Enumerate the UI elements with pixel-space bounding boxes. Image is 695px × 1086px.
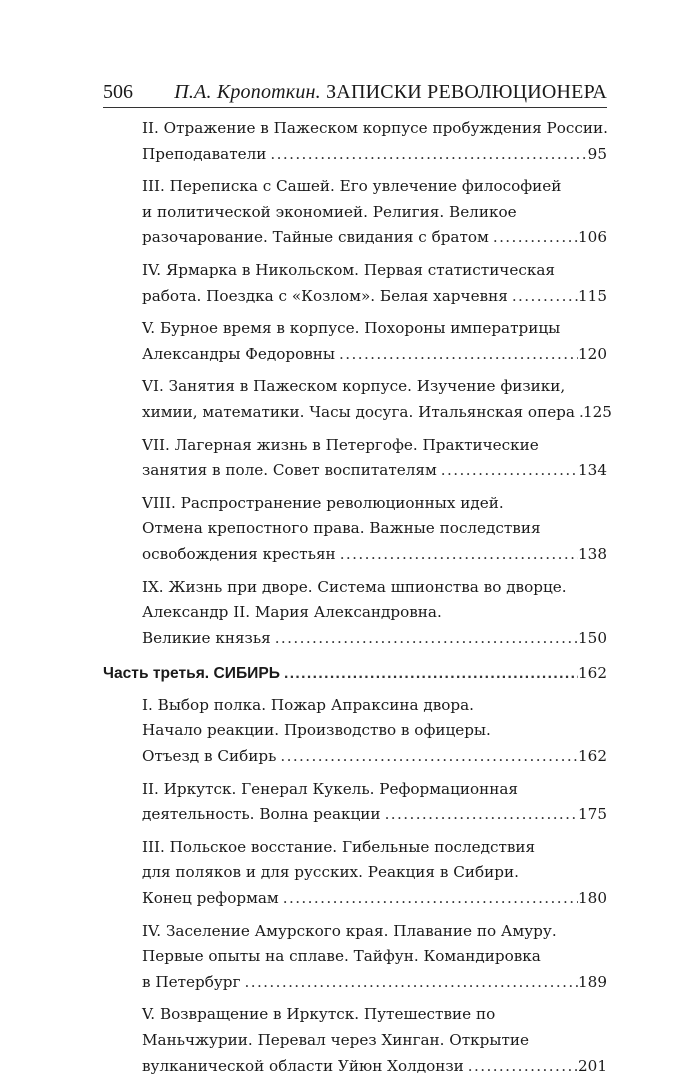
toc-text: освобождения крестьян xyxy=(142,544,336,563)
toc-text: Маньчжурии. Перевал через Хинган. Открытие xyxy=(142,1031,529,1049)
toc-line xyxy=(103,970,607,996)
toc-line xyxy=(103,1002,607,1028)
toc-entry xyxy=(103,575,607,652)
toc-text: Часть третья. СИБИРЬ xyxy=(103,665,280,683)
leader-dots xyxy=(381,802,578,828)
toc-line xyxy=(103,374,607,400)
toc-text: III. Польское восстание. Гибельные последствия xyxy=(142,837,536,856)
toc-page-number: 162 xyxy=(578,664,607,683)
toc-text: Великие князья xyxy=(142,628,271,647)
toc-entry xyxy=(103,1002,607,1079)
toc-entry xyxy=(103,116,607,167)
leader-dots xyxy=(271,626,578,652)
toc-line xyxy=(103,693,607,719)
leader-dots xyxy=(266,142,587,168)
toc-line xyxy=(103,886,607,912)
toc-text: V. Возвращение в Иркутск. Путешествие по xyxy=(142,1005,496,1024)
toc-line xyxy=(103,316,607,342)
toc-entry xyxy=(103,777,607,828)
toc-text: VIII. Распространение революционных идей. xyxy=(142,493,504,512)
toc-line xyxy=(103,116,607,142)
toc-text: химии, математики. Часы досуга. Итальянская опера xyxy=(142,402,575,421)
toc-line xyxy=(103,542,607,568)
leader-dots xyxy=(279,886,578,912)
running-title xyxy=(174,81,607,104)
toc-line xyxy=(103,400,612,426)
toc-part-heading xyxy=(103,661,607,687)
toc-line xyxy=(103,258,607,284)
toc-page-number: 95 xyxy=(587,144,607,163)
toc-page-number: 115 xyxy=(578,286,607,305)
toc-text: IX. Жизнь при дворе. Система шпионства во дворце. xyxy=(142,577,567,596)
toc-line xyxy=(103,575,607,601)
leader-dots xyxy=(240,970,578,996)
toc-line xyxy=(103,626,607,652)
toc-entry xyxy=(103,433,607,484)
toc-line xyxy=(103,661,607,687)
toc-text: III. Переписка с Сашей. Его увлечение философией xyxy=(142,177,562,196)
leader-dots xyxy=(437,458,578,484)
toc-entry xyxy=(103,174,607,251)
table-of-contents xyxy=(103,116,612,1086)
toc-page-number: 120 xyxy=(578,344,607,363)
toc-text: Начало реакции. Производство в офицеры. xyxy=(142,721,491,740)
toc-line xyxy=(103,1054,607,1080)
toc-text: в Петербург xyxy=(142,972,241,991)
toc-page-number: 201 xyxy=(578,1056,607,1075)
toc-page-number: 106 xyxy=(578,228,607,247)
toc-page-number: 162 xyxy=(578,747,607,766)
toc-entry xyxy=(103,919,607,996)
toc-line xyxy=(103,174,607,200)
toc-line xyxy=(103,835,607,861)
toc-text: II. Иркутск. Генерал Кукель. Реформационная xyxy=(142,779,518,798)
toc-text: VII. Лагерная жизнь в Петергофе. Практические xyxy=(142,435,539,454)
toc-text: разочарование. Тайные свидания с братом xyxy=(142,228,489,247)
toc-line xyxy=(103,225,607,251)
leader-dots xyxy=(508,284,578,310)
toc-line xyxy=(103,1028,607,1054)
toc-text: VI. Занятия в Пажеском корпусе. Изучение физики, xyxy=(142,377,566,396)
toc-line xyxy=(103,458,607,484)
toc-text: вулканической области Уйюн Холдонзи xyxy=(142,1056,464,1075)
running-header xyxy=(103,81,607,108)
toc-entry xyxy=(103,374,612,425)
toc-line xyxy=(103,516,607,542)
toc-page-number: 180 xyxy=(578,889,607,908)
toc-line xyxy=(103,142,607,168)
toc-entry xyxy=(103,316,607,367)
toc-text: II. Отражение в Пажеском корпусе пробуждения России. xyxy=(142,119,608,137)
toc-line xyxy=(103,433,607,459)
book-title: ЗАПИСКИ РЕВОЛЮЦИОНЕРА xyxy=(326,81,607,103)
toc-line xyxy=(103,860,607,886)
leader-dots xyxy=(336,542,578,568)
leader-dots xyxy=(489,225,578,251)
toc-line xyxy=(103,284,607,310)
toc-page-number: 125 xyxy=(582,402,612,421)
toc-entry xyxy=(103,491,607,568)
toc-entry xyxy=(103,693,607,770)
toc-page-number: 175 xyxy=(578,805,607,824)
toc-line xyxy=(103,600,607,626)
leader-dots xyxy=(280,661,578,687)
author-name: П.А. Кропоткин. xyxy=(174,81,321,103)
toc-text: Отмена крепостного права. Важные последствия xyxy=(142,519,541,538)
toc-line xyxy=(103,944,607,970)
toc-entry xyxy=(103,835,607,912)
toc-line xyxy=(103,777,607,803)
toc-text: Первые опыты на сплаве. Тайфун. Командировка xyxy=(142,947,541,966)
toc-line xyxy=(103,919,607,945)
toc-text: работа. Поездка с «Козлом». Белая харчевня xyxy=(142,286,508,305)
leader-dots xyxy=(575,400,583,426)
toc-text: занятия в поле. Совет воспитателям xyxy=(142,461,437,480)
toc-text: для поляков и для русских. Реакция в Сибири. xyxy=(142,863,519,882)
toc-text: V. Бурное время в корпусе. Похороны императрицы xyxy=(142,319,561,338)
toc-page-number: 150 xyxy=(578,628,607,647)
toc-line xyxy=(103,342,607,368)
toc-line xyxy=(103,200,607,226)
toc-page-number: 189 xyxy=(578,972,607,991)
leader-dots xyxy=(464,1054,578,1080)
page-number: 506 xyxy=(103,81,133,103)
toc-text: Александр II. Мария Александровна. xyxy=(142,603,442,622)
toc-text: Преподаватели xyxy=(142,144,267,163)
leader-dots xyxy=(335,342,578,368)
toc-line xyxy=(103,802,607,828)
toc-line xyxy=(103,491,607,517)
toc-text: Александры Федоровны xyxy=(142,344,336,363)
toc-text: I. Выбор полка. Пожар Апраксина двора. xyxy=(142,695,474,714)
toc-text: деятельность. Волна реакции xyxy=(142,805,381,824)
toc-page-number: 138 xyxy=(578,544,607,563)
toc-text: IV. Заселение Амурского края. Плавание по Амуру. xyxy=(142,921,557,940)
toc-entry xyxy=(103,258,607,309)
leader-dots xyxy=(276,744,578,770)
toc-page-number: 134 xyxy=(578,461,607,480)
toc-text: и политической экономией. Религия. Великое xyxy=(142,202,517,221)
toc-line xyxy=(103,744,607,770)
toc-text: IV. Ярмарка в Никольском. Первая статистическая xyxy=(142,260,555,279)
toc-text: Отъезд в Сибирь xyxy=(142,747,277,766)
toc-text: Конец реформам xyxy=(142,889,279,908)
toc-line xyxy=(103,718,607,744)
